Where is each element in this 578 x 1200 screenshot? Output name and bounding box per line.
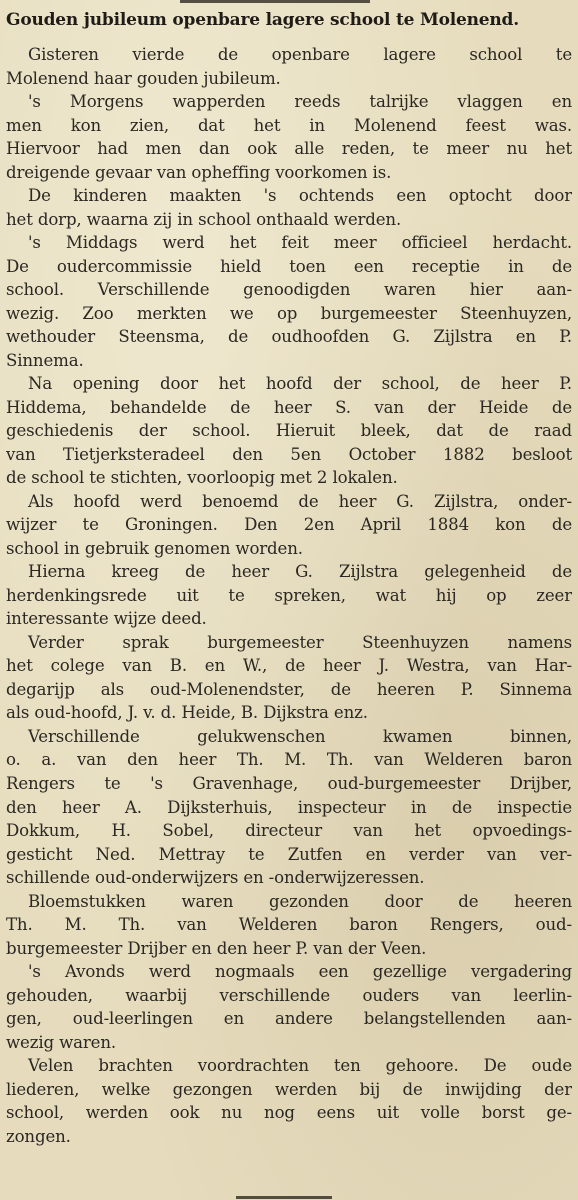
article-line: gesticht Ned. Mettray te Zutfen en verder van ver- [6,844,572,864]
top-divider-rule [180,0,370,3]
article-line: school, werden ook nu nog eens uit volle borst ge- [6,1103,572,1123]
article-line: Gisteren vierde de openbare lagere school te [28,45,572,64]
article-line: wezig waren. [6,1032,116,1052]
article-line: school. Verschillende genoodigden waren hier aan- [6,280,572,300]
article-line: degarijp als oud-Molenendster, de heeren P. Sinnema [6,679,572,699]
article-line: Verder sprak burgemeester Steenhuyzen namens [28,632,572,652]
article-line: Na opening door het hoofd der school, de heer P. [28,374,572,394]
article-line: Sinnema. [6,350,84,370]
article-line: dreigende gevaar van opheffing voorkomen is. [6,162,392,182]
article-line: De oudercommissie hield toen een receptie in de [6,256,572,276]
article-line: gehouden, waarbij verschillende ouders van leerlin- [6,985,572,1005]
article-line: Hiddema, behandelde de heer S. van der Heide de [6,397,572,417]
article-line: zongen. [6,1126,71,1146]
article-line: De kinderen maakten 's ochtends een optocht door [28,186,572,206]
article-line: Rengers te 's Gravenhage, oud-burgemeester Drijber, [6,773,572,793]
article-line: 's Morgens wapperden reeds talrijke vlaggen en [28,92,572,112]
article-line: school in gebruik genomen worden. [6,538,303,558]
article-line: Th. M. Th. van Welderen baron Rengers, oud- [6,915,572,935]
article-line: den heer A. Dijksterhuis, inspecteur in de inspectie [6,797,572,817]
article-line: Velen brachten voordrachten ten gehoore. De oude [28,1056,572,1076]
article-line: het colege van B. en W., de heer J. Westra, van Har- [6,656,572,676]
article-line: van Tietjerksteradeel den 5en October 1882 besloot [6,444,572,464]
article-line: 's Avonds werd nogmaals een gezellige vergadering [28,962,572,982]
article-line: burgemeester Drijber en den heer P. van der Veen. [6,938,427,958]
article-line: schillende oud-onderwijzers en -onderwijzeressen. [6,868,425,888]
article-line: de school te stichten, voorloopig met 2 lokalen. [6,468,398,488]
article-line: men kon zien, dat het in Molenend feest was. [6,115,572,135]
article-line: Molenend haar gouden jubileum. [6,68,281,88]
article-line: herdenkingsrede uit te spreken, wat hij op zeer [6,585,572,605]
article-line: Verschillende gelukwenschen kwamen binnen, [28,726,572,746]
article-line: Dokkum, H. Sobel, directeur van het opvoedings- [6,821,572,841]
article-line: Hiervoor had men dan ook alle reden, te meer nu het [6,139,572,159]
bottom-divider-rule [236,1196,332,1199]
article-line: interessante wijze deed. [6,609,207,629]
article-line: Bloemstukken waren gezonden door de heeren [28,891,572,911]
article-line: geschiedenis der school. Hieruit bleek, dat de raad [6,421,572,441]
article-line: Als hoofd werd benoemd de heer G. Zijlstra, onder- [28,491,572,511]
article-line: als oud-hoofd, J. v. d. Heide, B. Dijkstra enz. [6,703,368,723]
article-line: liederen, welke gezongen werden bij de inwijding der [6,1079,572,1099]
article-line: wezig. Zoo merkten we op burgemeester Steenhuyzen, [6,303,572,323]
article-line: Hierna kreeg de heer G. Zijlstra gelegenheid de [28,562,572,582]
article-line: wethouder Steensma, de oudhoofden G. Zijlstra en P. [6,327,572,347]
article-line: gen, oud-leerlingen en andere belangstellenden aan- [6,1009,572,1029]
article-line: het dorp, waarna zij in school onthaald werden. [6,209,402,229]
article-line: wijzer te Groningen. Den 2en April 1884 kon de [6,515,572,535]
article-body [6,43,572,1148]
article-headline: Gouden jubileum openbare lagere school te Molenend. [6,10,519,30]
article-line: 's Middags werd het feit meer officieel herdacht. [28,233,572,253]
article-line: o. a. van den heer Th. M. Th. van Welderen baron [6,750,572,770]
